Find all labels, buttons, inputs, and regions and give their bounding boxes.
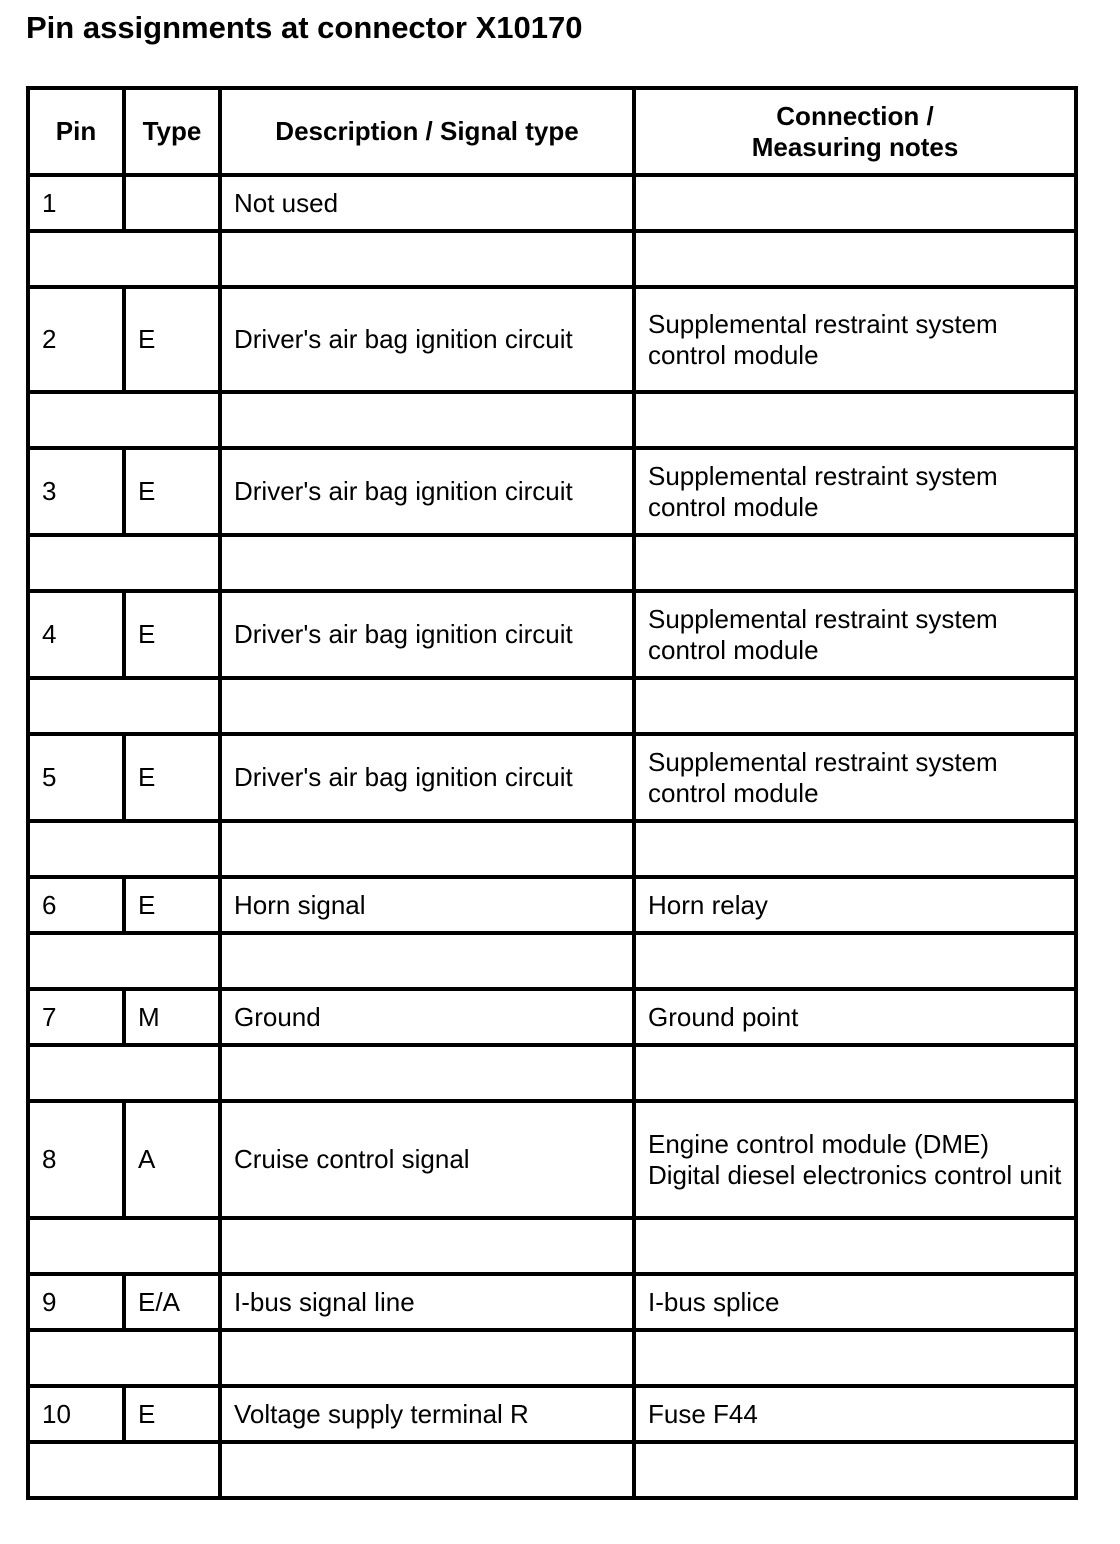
- type-cell: E: [124, 877, 220, 933]
- table-row: [28, 175, 1076, 231]
- header-type: Type: [124, 88, 220, 175]
- table-row: [28, 1274, 1076, 1330]
- pin-cell: 4: [28, 591, 124, 678]
- pin-cell: 10: [28, 1386, 124, 1442]
- spacer-row: [28, 821, 1076, 877]
- connection-cell: [634, 1101, 1076, 1218]
- type-cell: A: [124, 1101, 220, 1218]
- type-cell: E: [124, 734, 220, 821]
- connection-line1: Engine control module (DME): [648, 1128, 990, 1159]
- description-cell: Cruise control signal: [220, 1101, 634, 1218]
- page-title: Pin assignments at connector X10170: [26, 10, 583, 45]
- description-cell: Driver's air bag ignition circuit: [220, 591, 634, 678]
- table-row: [28, 989, 1076, 1045]
- type-cell: M: [124, 989, 220, 1045]
- spacer-row: [28, 1442, 1076, 1498]
- type-cell: E/A: [124, 1274, 220, 1330]
- description-cell: Voltage supply terminal R: [220, 1386, 634, 1442]
- spacer-row: [28, 535, 1076, 591]
- table-row: [28, 1386, 1076, 1442]
- pin-cell: 1: [28, 175, 124, 231]
- header-description: Description / Signal type: [220, 88, 634, 175]
- pin-cell: 9: [28, 1274, 124, 1330]
- spacer-row: [28, 933, 1076, 989]
- pin-cell: 8: [28, 1101, 124, 1218]
- connection-line2: Digital diesel electronics control unit: [648, 1159, 1062, 1190]
- spacer-row: [28, 1045, 1076, 1101]
- connection-cell: Fuse F44: [634, 1386, 1076, 1442]
- pin-cell: 5: [28, 734, 124, 821]
- connection-cell: [634, 175, 1076, 231]
- table-row: [28, 287, 1076, 392]
- spacer-row: [28, 1218, 1076, 1274]
- type-cell: [124, 175, 220, 231]
- spacer-row: [28, 392, 1076, 448]
- pin-cell: 6: [28, 877, 124, 933]
- connection-cell: I-bus splice: [634, 1274, 1076, 1330]
- spacer-row: [28, 1330, 1076, 1386]
- connection-cell: Ground point: [634, 989, 1076, 1045]
- pin-cell: 3: [28, 448, 124, 535]
- description-cell: I-bus signal line: [220, 1274, 634, 1330]
- type-cell: E: [124, 1386, 220, 1442]
- connection-cell: Horn relay: [634, 877, 1076, 933]
- description-cell: Driver's air bag ignition circuit: [220, 287, 634, 392]
- spacer-row: [28, 678, 1076, 734]
- table-row: [28, 448, 1076, 535]
- description-cell: Ground: [220, 989, 634, 1045]
- header-connection-line2: Measuring notes: [751, 131, 959, 162]
- description-cell: Not used: [220, 175, 634, 231]
- table-row: [28, 1101, 1076, 1218]
- spacer-row: [28, 231, 1076, 287]
- pin-assignment-table: [26, 86, 1078, 1500]
- pin-cell: 2: [28, 287, 124, 392]
- type-cell: E: [124, 591, 220, 678]
- table-row: [28, 734, 1076, 821]
- type-cell: E: [124, 287, 220, 392]
- connection-cell: Supplemental restraint system control module: [634, 591, 1076, 678]
- table-header-row: [28, 88, 1076, 175]
- type-cell: E: [124, 448, 220, 535]
- header-pin: Pin: [28, 88, 124, 175]
- connection-cell: Supplemental restraint system control module: [634, 734, 1076, 821]
- table-row: [28, 877, 1076, 933]
- pin-cell: 7: [28, 989, 124, 1045]
- connection-cell: Supplemental restraint system control module: [634, 448, 1076, 535]
- description-cell: Driver's air bag ignition circuit: [220, 448, 634, 535]
- description-cell: Horn signal: [220, 877, 634, 933]
- header-connection-line1: Connection /: [776, 100, 934, 131]
- header-connection: [634, 88, 1076, 175]
- description-cell: Driver's air bag ignition circuit: [220, 734, 634, 821]
- table-row: [28, 591, 1076, 678]
- connection-cell: Supplemental restraint system control module: [634, 287, 1076, 392]
